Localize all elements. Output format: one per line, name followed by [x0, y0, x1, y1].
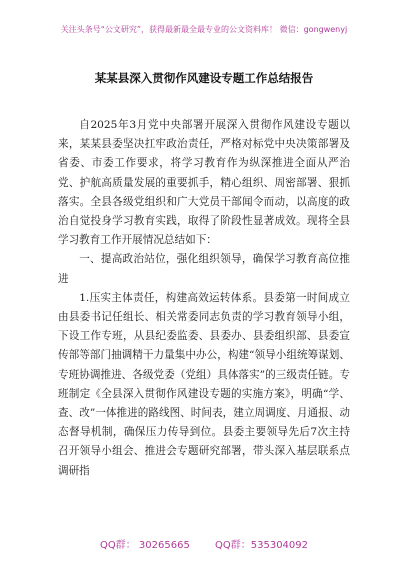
footer-qq-group-2: QQ群：535304092 — [215, 540, 309, 551]
footer — [0, 536, 408, 551]
document-body — [58, 116, 350, 481]
paragraph-point-1: 1.压实主体责任，构建高效运转体系。县委第一时间成立由县委书记任组长、相关常委同志负责的学习教育领导小组，下设工作专班，从县纪委监委、县委办、县委组织部、县委宣传部等部门抽调精干力量集中办公，构建“领导小组统筹谋划、专班协调推进、各级党委（党组）具体落实”的三级责任链。专班制定《全县深入贯彻作风建设专题的实施方案》，明确“学、查、改”一体推进的路线图、时间表，建立周调度、月通报、动态督导机制，确保压力传导到位。县委主要领导先后7次主持召开领导小组会、推进会专题研究部署，带头深入基层联系点调研指 — [58, 291, 350, 477]
document-title: 某某县深入贯彻作风建设专题工作总结报告 — [94, 71, 314, 85]
header-banner: 关注头条号“公文研究”，获得最新最全最专业的公文资料库！ 微信：gongwenyj — [60, 25, 348, 34]
paragraph-intro: 自2025年3月党中央部署开展深入贯彻作风建设专题以来，某某县委坚决扛牢政治责任，严格对标党中央决策部署及省委、市委工作要求，将学习教育作为纵深推进全面从严治党、护航高质量发展的重要抓手，精心组织、周密部署、狠抓落实。全县各级党组织和广大党员干部闻令而动，以高度的政治自觉投身学习教育实践，取得了阶段性显著成效。现将全县学习教育工作开展情况总结如下： — [58, 119, 350, 247]
section-heading-1: 一、提高政治站位，强化组织领导，确保学习教育高位推进 — [58, 253, 350, 285]
footer-qq-group-1: QQ群： 30265665 — [99, 540, 190, 551]
